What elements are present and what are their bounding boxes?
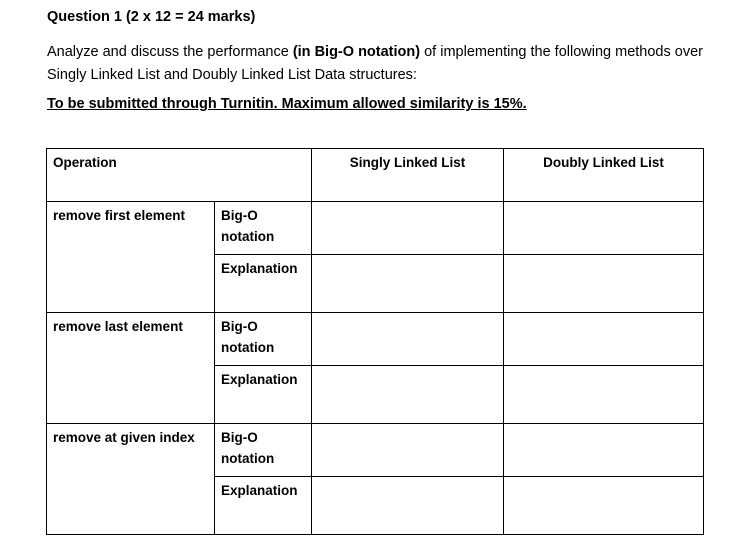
operation-name: remove first element [47, 202, 215, 313]
operation-name: remove last element [47, 313, 215, 424]
table-row [47, 424, 704, 477]
table-row [47, 202, 704, 255]
header-operation: Operation [47, 149, 312, 202]
explanation-label: Explanation [215, 366, 312, 424]
table-row [47, 313, 704, 366]
doubly-bigo-cell[interactable] [504, 313, 704, 366]
doubly-explanation-cell[interactable] [504, 366, 704, 424]
singly-explanation-cell[interactable] [312, 366, 504, 424]
explanation-label: Explanation [215, 477, 312, 535]
question-body-text-1: Analyze and discuss the performance [47, 44, 293, 60]
singly-bigo-cell[interactable] [312, 202, 504, 255]
question-body-text-2: of implementing the following methods over Singly Linked List and Doubly Linked List Data structures: [47, 44, 703, 83]
submission-note: To be submitted through Turnitin. Maximum allowed similarity is 15%. [47, 96, 527, 112]
question-title: Question 1 (2 x 12 = 24 marks) [47, 9, 256, 25]
header-singly-linked-list: Singly Linked List [312, 149, 504, 202]
header-doubly-linked-list: Doubly Linked List [504, 149, 704, 202]
singly-explanation-cell[interactable] [312, 477, 504, 535]
bigo-label: Big-O notation [215, 202, 312, 255]
singly-bigo-cell[interactable] [312, 424, 504, 477]
doubly-bigo-cell[interactable] [504, 202, 704, 255]
operation-name: remove at given index [47, 424, 215, 535]
singly-explanation-cell[interactable] [312, 255, 504, 313]
question-body [47, 41, 717, 87]
doubly-explanation-cell[interactable] [504, 255, 704, 313]
doubly-explanation-cell[interactable] [504, 477, 704, 535]
explanation-label: Explanation [215, 255, 312, 313]
doubly-bigo-cell[interactable] [504, 424, 704, 477]
question-body-bold: (in Big-O notation) [292, 44, 421, 60]
bigo-label: Big-O notation [215, 313, 312, 366]
bigo-label: Big-O notation [215, 424, 312, 477]
operations-table [46, 148, 704, 535]
singly-bigo-cell[interactable] [312, 313, 504, 366]
table-header-row [47, 149, 704, 202]
